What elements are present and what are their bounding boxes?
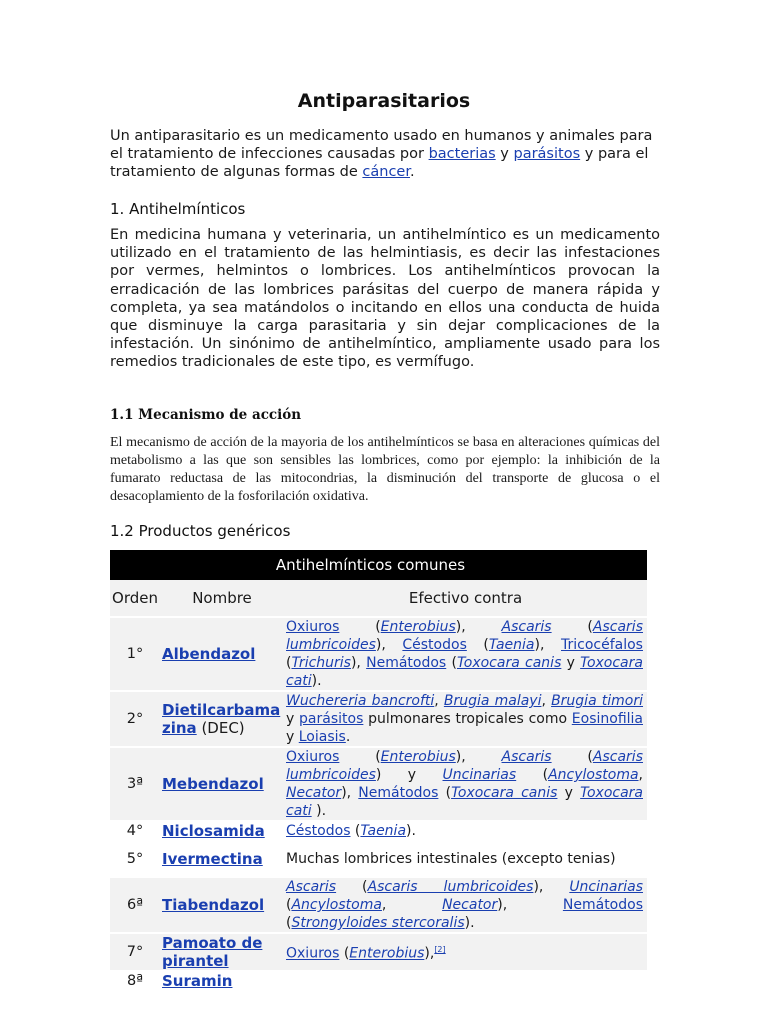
table-row (110, 691, 647, 747)
link-nematodos[interactable]: Nemátodos (366, 655, 447, 671)
link-tiabendazol[interactable]: Tiabendazol (162, 896, 265, 914)
link-wuchereria[interactable]: Wuchereria bancrofti (286, 693, 435, 709)
row-orden: 8ª (126, 973, 144, 989)
link-mebendazol[interactable]: Mebendazol (162, 775, 264, 793)
link-strongyloides[interactable]: Strongyloides stercoralis (291, 915, 465, 931)
row-efectivo: Wuchereria bancrofti, Brugia malayi, Brugia timori y parásitos pulmonares tropicales como Eosinofilia y Loiasis. (286, 693, 644, 745)
link-cestodos[interactable]: Céstodos (286, 823, 351, 839)
link-brugia-malayi[interactable]: Brugia malayi (443, 693, 542, 709)
link-dietilcarbamazina[interactable]: Dietilcarbamazina (162, 701, 281, 737)
link-pamoato-de-pirantel[interactable]: Pamoato de pirantel (162, 934, 263, 970)
section-heading-productos: 1.2 Productos genéricos (110, 522, 291, 540)
section-heading-mecanismo: 1.1 Mecanismo de acción (110, 407, 302, 423)
link-uncinarias[interactable]: Uncinarias (442, 767, 517, 783)
link-trichuris[interactable]: Trichuris (291, 655, 351, 671)
link-nematodos[interactable]: Nemátodos (562, 897, 643, 913)
col-header-orden: Orden (110, 580, 160, 617)
table-caption: Antihelmínticos comunes (110, 550, 647, 580)
link-toxocara-canis[interactable]: Toxocara canis (456, 655, 562, 671)
row-orden: 6ª (126, 897, 144, 913)
link-toxocara-cati[interactable]: Toxocara cati (286, 655, 643, 689)
link-necator[interactable]: Necator (442, 897, 498, 913)
mecanismo-paragraph: El mecanismo de acción de la mayoria de los antihelmínticos se basa en alteraciones químicas del metabolismo a las que son sensibles las lombrices, como por ejemplo: la inhibición de la fumarato reductasa de las mitocondrias, la disminución del transporte de glucosa o el desacoplamiento de la fosforilación oxidativa. (110, 435, 660, 504)
link-taenia[interactable]: Taenia (360, 823, 407, 839)
table-caption-row (110, 550, 647, 580)
link-niclosamida[interactable]: Niclosamida (162, 822, 265, 840)
row-nombre (160, 841, 284, 877)
table-row (110, 841, 647, 877)
row-efectivo: Oxiuros (Enterobius), Ascaris (Ascaris lumbricoides) y Uncinarias (Ancylostoma, Necator), Nemátodos (Toxocara canis y Toxocara cati ). (286, 749, 643, 819)
intro-paragraph: Un antiparasitario es un medicamento usado en humanos y animales para el tratamiento de infecciones causadas por bacterias y parásitos y para el tratamiento de algunas formas de cáncer. (110, 128, 653, 181)
link-albendazol[interactable]: Albendazol (162, 645, 256, 663)
row-nombre (160, 747, 284, 821)
link-enterobius[interactable]: Enterobius (349, 945, 425, 962)
row-orden: 2° (126, 711, 144, 727)
table-header-row (110, 580, 647, 617)
reference-link[interactable]: [2] (434, 945, 446, 955)
link-uncinarias[interactable]: Uncinarias (569, 879, 643, 895)
table-row (110, 747, 647, 821)
row-orden: 3ª (126, 776, 144, 792)
link-taenia[interactable]: Taenia (488, 637, 535, 653)
link-oxiuros[interactable]: Oxiuros (286, 619, 340, 635)
row-efectivo: Muchas lombrices intestinales (excepto tenias) (286, 851, 616, 867)
link-cancer[interactable]: cáncer (362, 164, 410, 181)
link-tricocefalos[interactable]: Tricocéfalos (561, 637, 643, 653)
link-oxiuros[interactable]: Oxiuros (286, 945, 340, 962)
link-brugia-timori[interactable]: Brugia timori (551, 693, 644, 709)
col-header-nombre: Nombre (160, 580, 284, 617)
antihelminticos-table (110, 550, 647, 990)
row-nombre (160, 971, 284, 990)
link-enterobius[interactable]: Enterobius (380, 619, 456, 635)
link-ascaris-lumbricoides[interactable]: Ascaris lumbricoides (367, 879, 534, 895)
row-orden: 1° (126, 646, 144, 662)
link-ascaris-lumbricoides[interactable]: Ascaris lumbricoides (286, 619, 643, 653)
table-row (110, 971, 647, 990)
section-heading-antihelminticos: 1. Antihelmínticos (110, 200, 246, 218)
table-row (110, 617, 647, 691)
link-suramin[interactable]: Suramin (162, 972, 233, 990)
link-parasitos[interactable]: parásitos (513, 146, 581, 163)
antihelminticos-paragraph: En medicina humana y veterinaria, un antihelmíntico es un medicamento utilizado en el tratamiento de las helmintiasis, es decir las infestaciones por vermes, helmintos o lombrices. Los antihelmínticos provocan la erradicación de las lombrices parásitas del cuerpo de manera rápida y completa, ya sea matándolos o incitando en ellos una conducta de huida que disminuye la carga parasitaria y sin dejar complicaciones de la infestación. Un sinónimo de antihelmíntico, ampliamente usado para los remedios tradicionales de este tipo, es vermífugo. (110, 227, 660, 371)
row-efectivo (284, 971, 647, 990)
link-bacterias[interactable]: bacterias (428, 146, 496, 163)
row-efectivo: Oxiuros (Enterobius), Ascaris (Ascaris lumbricoides), Céstodos (Taenia), Tricocéfalos (Trichuris), Nemátodos (Toxocara canis y Toxocara cati). (286, 619, 643, 689)
table-row (110, 821, 647, 841)
link-cestodos[interactable]: Céstodos (402, 637, 467, 653)
link-enterobius[interactable]: Enterobius (380, 749, 456, 765)
row-nombre: Dietilcarbamazina (DEC) (162, 701, 281, 737)
row-efectivo: Ascaris (Ascaris lumbricoides), Uncinarias (Ancylostoma, Necator), Nemátodos (Strongyloides stercoralis). (286, 879, 643, 931)
page-title: Antiparasitarios (297, 90, 471, 112)
row-orden: 7° (126, 944, 144, 960)
link-toxocara-cati[interactable]: Toxocara cati (286, 785, 643, 819)
link-nematodos[interactable]: Nemátodos (358, 785, 439, 801)
row-nombre (160, 617, 284, 691)
link-toxocara-canis[interactable]: Toxocara canis (451, 785, 558, 801)
link-loiasis[interactable]: Loiasis (298, 729, 346, 745)
col-header-efectivo: Efectivo contra (284, 580, 647, 617)
link-necator[interactable]: Necator (286, 785, 342, 801)
table-row (110, 933, 647, 971)
link-ascaris[interactable]: Ascaris (501, 619, 552, 635)
link-eosinofilia[interactable]: Eosinofilia (571, 711, 643, 727)
link-ancylostoma[interactable]: Ancylostoma (548, 767, 639, 783)
link-ascaris[interactable]: Ascaris (501, 749, 552, 765)
row-efectivo: Oxiuros (Enterobius),[2] (286, 945, 446, 962)
link-ivermectina[interactable]: Ivermectina (162, 850, 263, 868)
row-orden: 5° (126, 851, 144, 867)
row-nombre (160, 877, 284, 933)
row-orden: 4° (126, 823, 144, 839)
row-nombre (160, 821, 284, 841)
link-parasitos-table[interactable]: parásitos (299, 711, 364, 727)
link-ancylostoma[interactable]: Ancylostoma (291, 897, 382, 913)
row-nombre (160, 933, 284, 971)
link-oxiuros[interactable]: Oxiuros (286, 749, 340, 765)
row-efectivo: Céstodos (Taenia). (286, 823, 416, 839)
link-ascaris-lumbricoides[interactable]: Ascaris lumbricoides (286, 749, 643, 783)
table-row (110, 877, 647, 933)
link-ascaris[interactable]: Ascaris (286, 879, 337, 895)
